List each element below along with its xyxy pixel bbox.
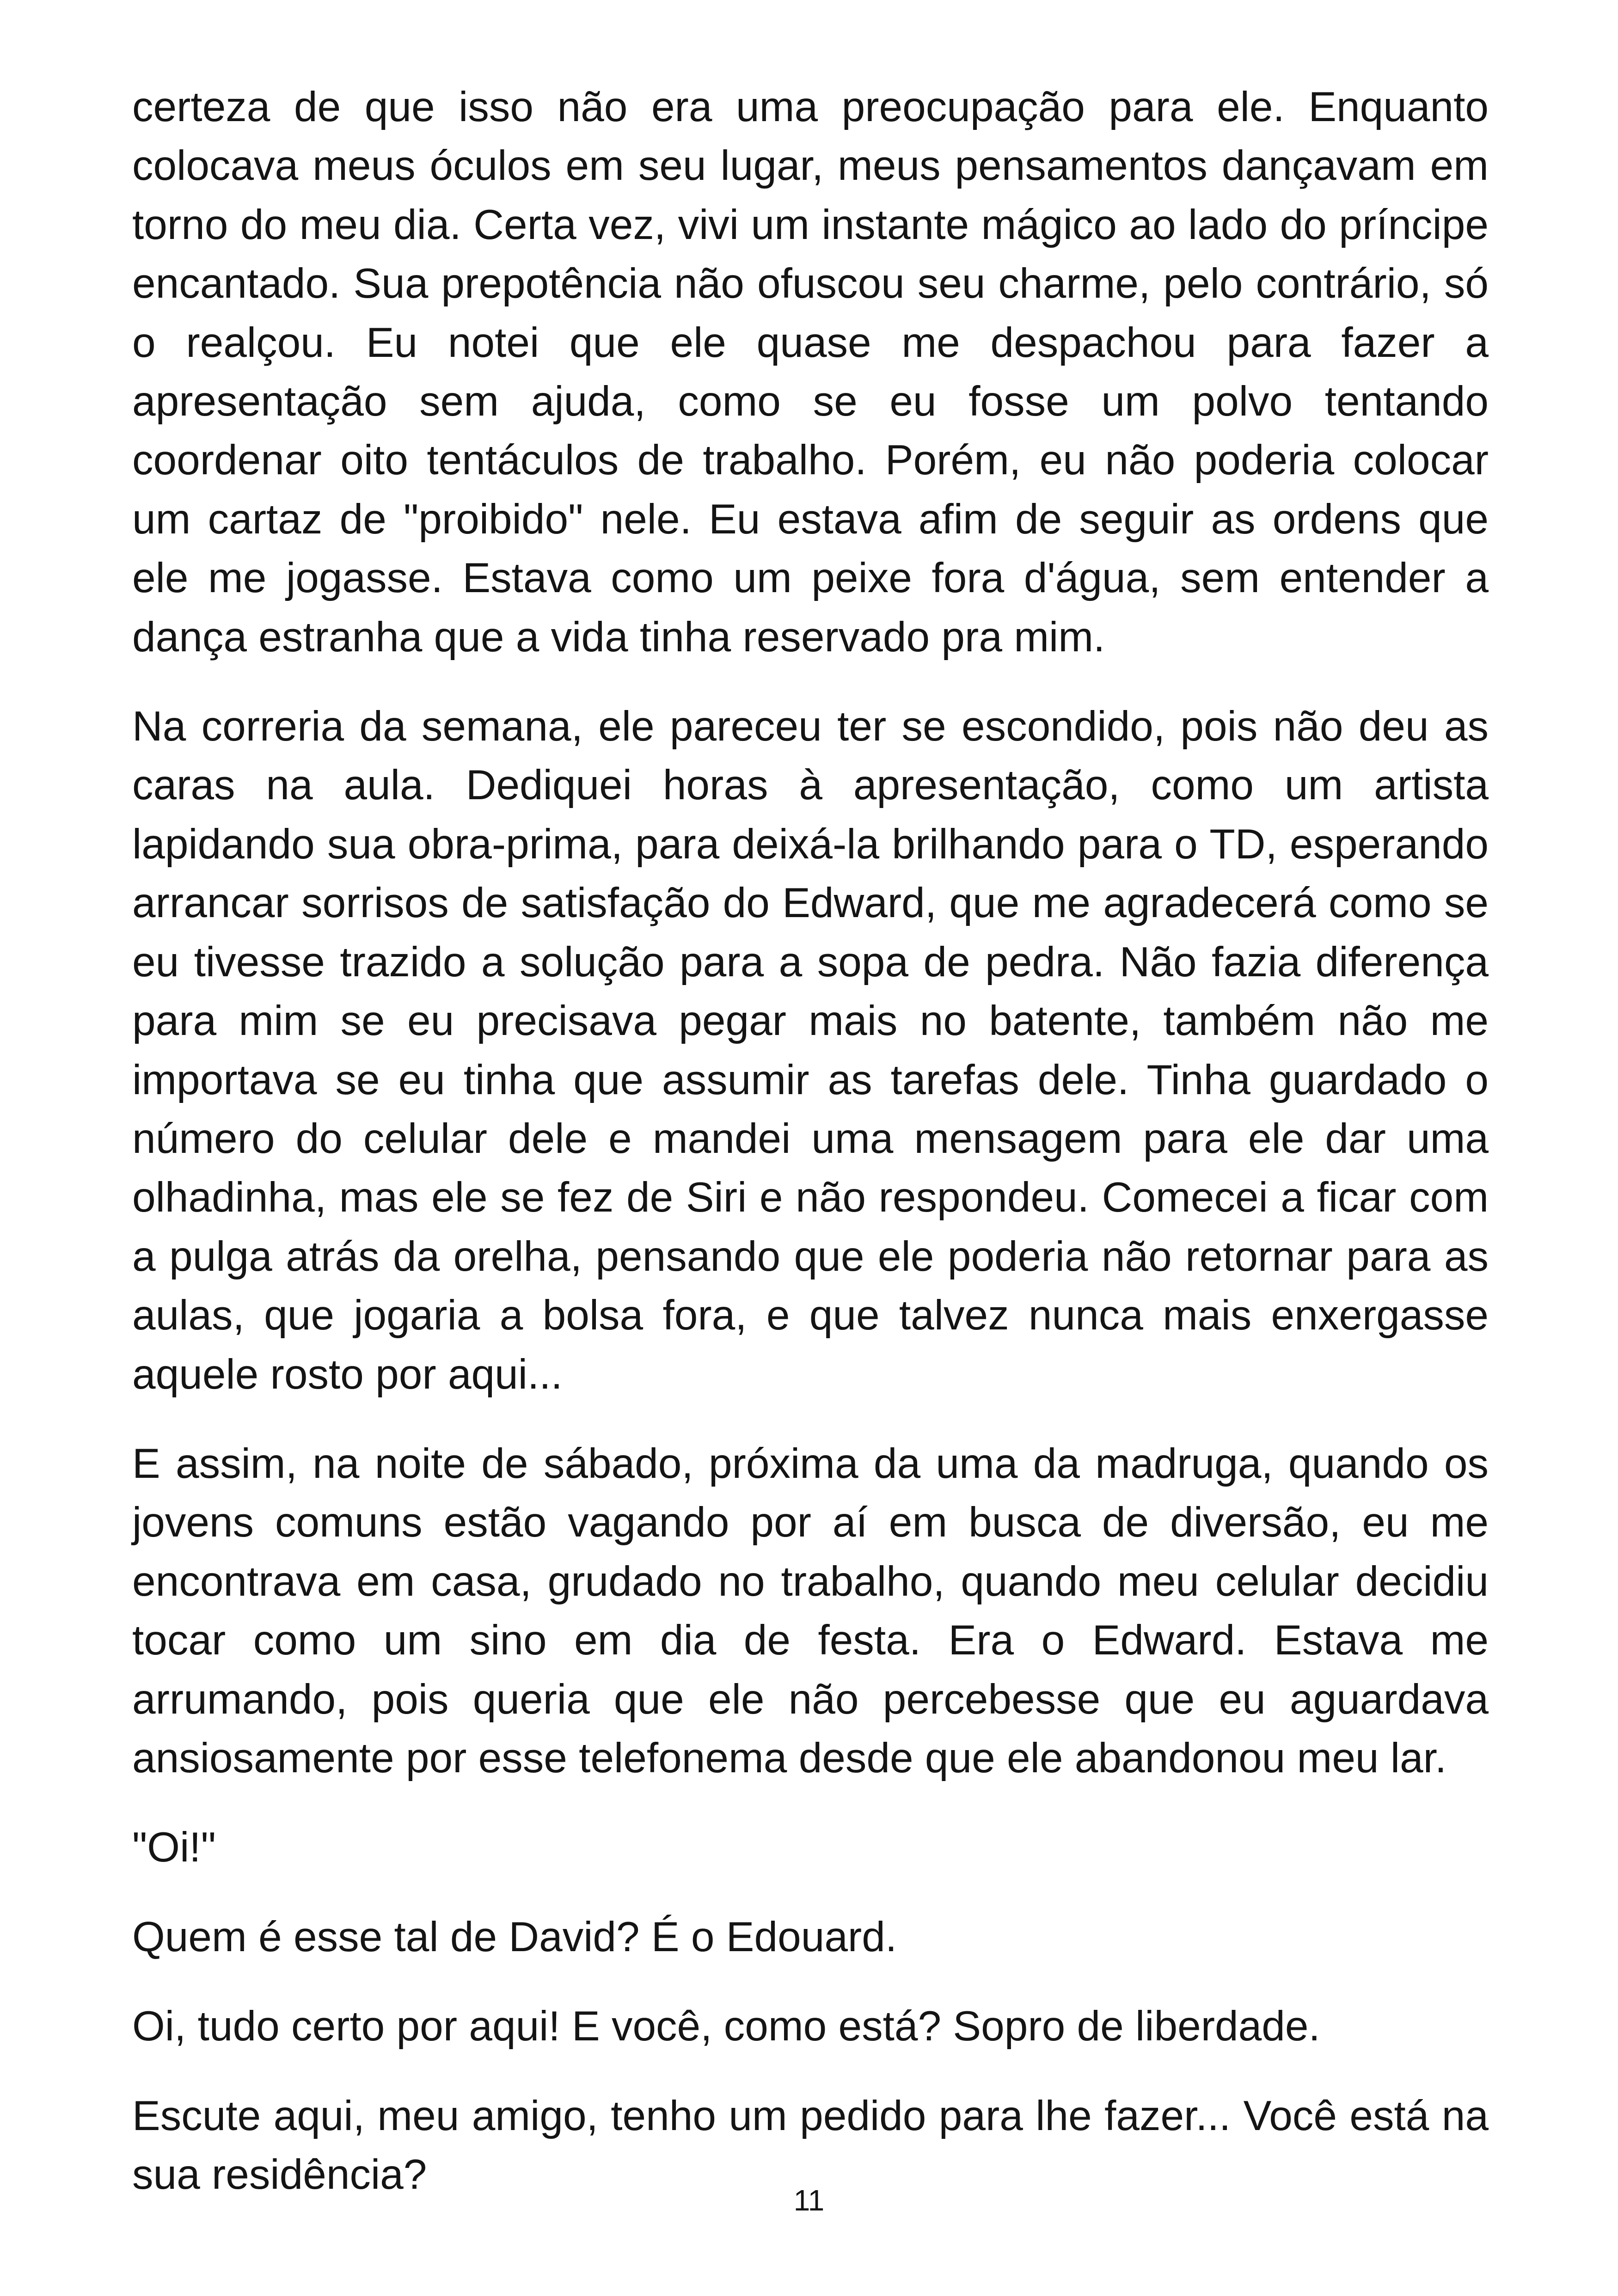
paragraph: E assim, na noite de sábado, próxima da uma da madruga, quando os jovens comuns estão vagando por aí em busca de diversão, eu me encontrava em casa, grudado no trabalho, quando meu celular decidiu tocar como um sino em dia de festa. Era o Edward. Estava me arrumando, pois queria que ele não percebesse que eu aguardava ansiosamente por esse telefonema desde que ele abandonou meu lar. [132, 1440, 1489, 1782]
dialogue-line: "Oi!" [132, 1824, 216, 1871]
page-body [132, 78, 1489, 2235]
paragraph: Na correria da semana, ele pareceu ter se escondido, pois não deu as caras na aula. Dediquei horas à apresentação, como um artista lapidando sua obra-prima, para deixá-la brilhando para o TD, esperando arrancar sorrisos de satisfação do Edward, que me agradecerá como se eu tivesse trazido a solução para a sopa de pedra. Não fazia diferença para mim se eu precisava pegar mais no batente, também não me importava se eu tinha que assumir as tarefas dele. Tinha guardado o número do celular dele e mandei uma mensagem para ele dar uma olhadinha, mas ele se fez de Siri e não respondeu. Comecei a ficar com a pulga atrás da orelha, pensando que ele poderia não retornar para as aulas, que jogaria a bolsa fora, e que talvez nunca mais enxergasse aquele rosto por aqui... [132, 703, 1489, 1398]
page-number: 11 [793, 2184, 825, 2217]
dialogue-line: Oi, tudo certo por aqui! E você, como está? Sopro de liberdade. [132, 2003, 1320, 2050]
dialogue-line: Escute aqui, meu amigo, tenho um pedido para lhe fazer... Você está na sua residência? [132, 2092, 1489, 2198]
paragraph: certeza de que isso não era uma preocupação para ele. Enquanto colocava meus óculos em seu lugar, meus pensamentos dançavam em torno do meu dia. Certa vez, vivi um instante mágico ao lado do príncipe encantado. Sua prepotência não ofuscou seu charme, pelo contrário, só o realçou. Eu notei que ele quase me despachou para fazer a apresentação sem ajuda, como se eu fosse um polvo tentando coordenar oito tentáculos de trabalho. Porém, eu não poderia colocar um cartaz de "proibido" nele. Eu estava afim de seguir as ordens que ele me jogasse. Estava como um peixe fora d'água, sem entender a dança estranha que a vida tinha reservado pra mim. [132, 84, 1489, 661]
dialogue-line: Quem é esse tal de David? É o Edouard. [132, 1913, 897, 1960]
